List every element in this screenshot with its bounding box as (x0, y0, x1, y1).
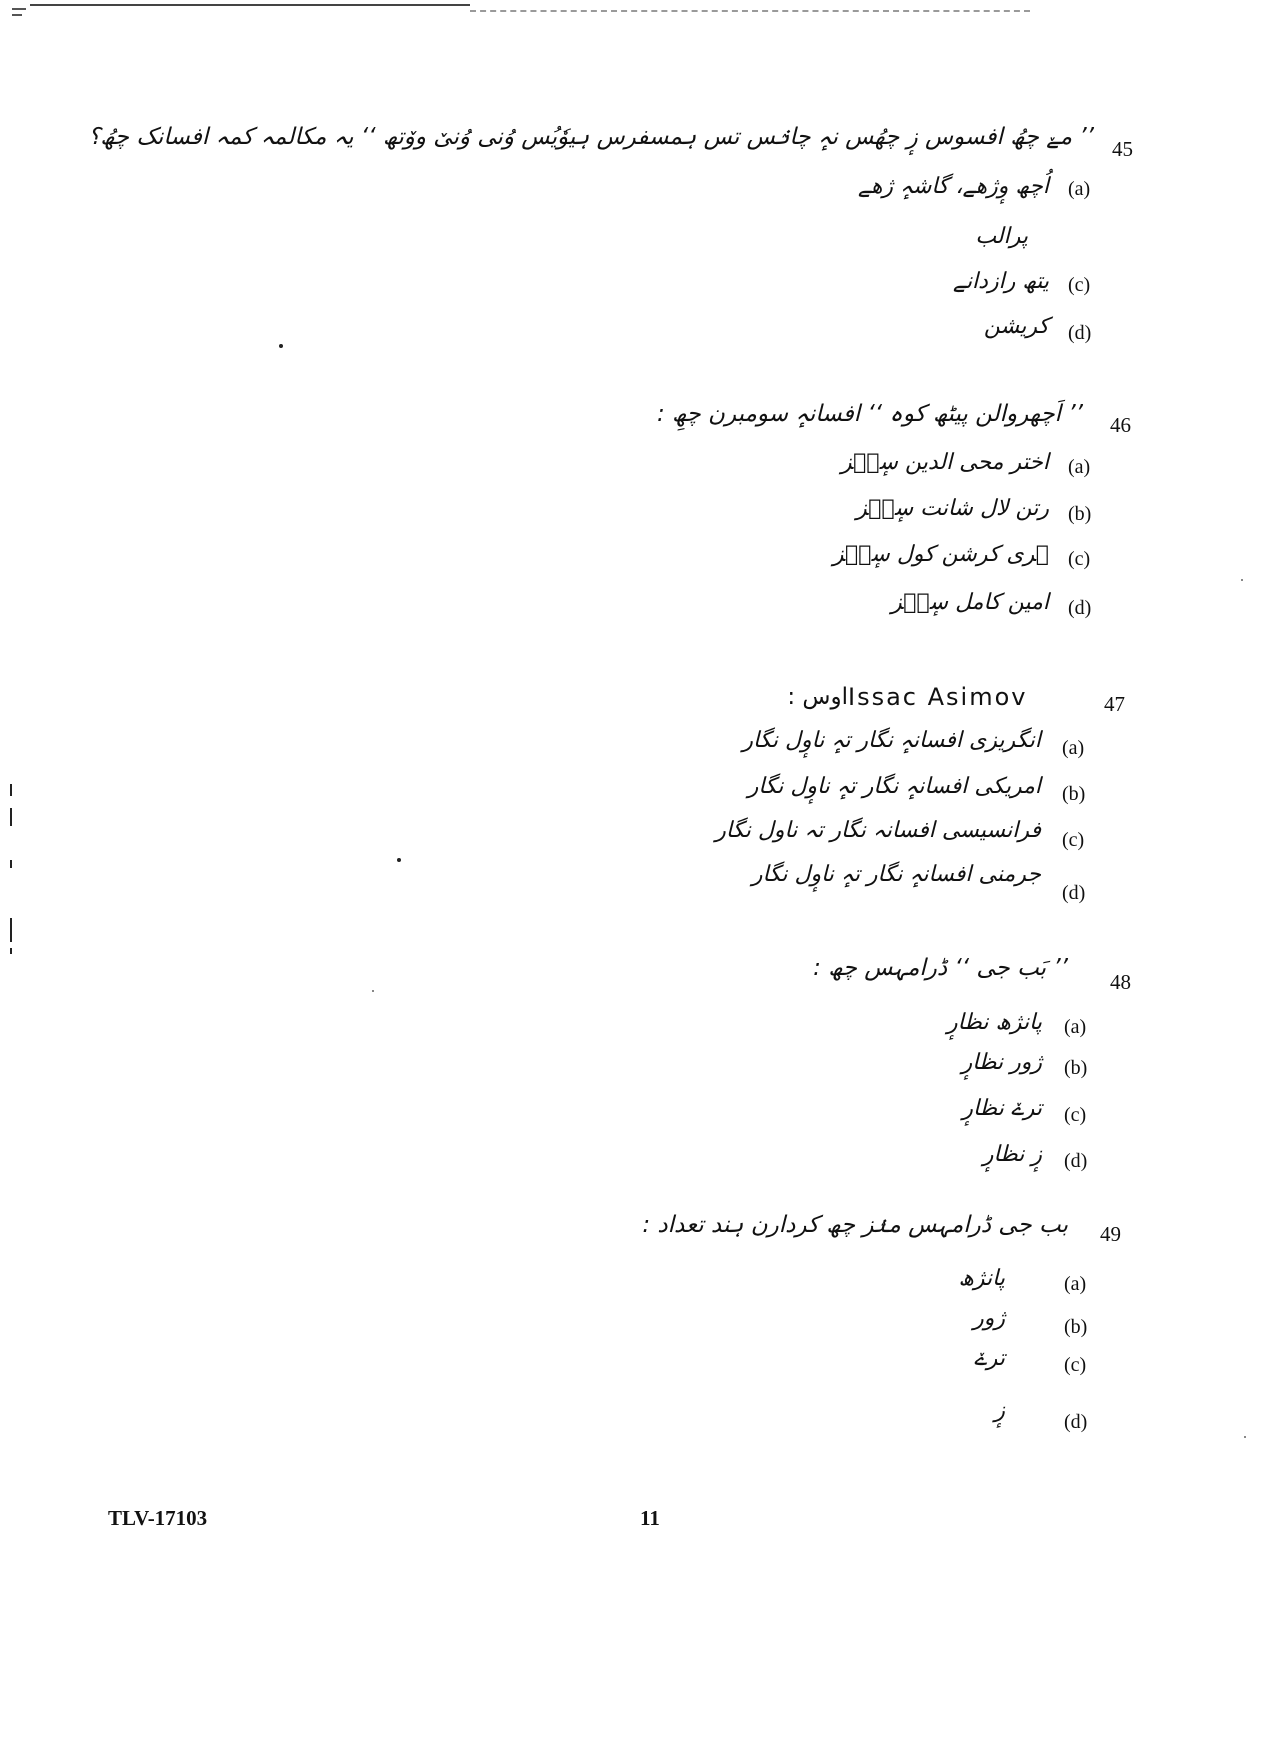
option-label: (d) (1064, 1411, 1088, 1433)
option-text: زٕ (994, 1398, 1005, 1423)
option-label: (a) (1068, 178, 1091, 200)
question-number: 46 (1110, 413, 1131, 437)
option-label: (b) (1064, 1316, 1088, 1338)
option-text: انگریزی افسانہٕ نگار تہٕ ناوٕل نگار (742, 728, 1041, 753)
margin-mark (10, 808, 12, 826)
option-text: ہری کرشن کول سٕنٛز (832, 542, 1049, 567)
question-number: 47 (1104, 692, 1125, 716)
option-text: ترےٚ نظارٕ (962, 1096, 1042, 1121)
option-text: ژور (973, 1306, 1005, 1331)
option-text: جرمنی افسانہٕ نگار تہٕ ناوٕل نگار (751, 862, 1041, 887)
question-stem: ’’ اَچھروالن پیٹھ کوہ ‘‘ افسانہٕ سومبرن چھِ : (656, 401, 1083, 427)
margin-mark (10, 784, 12, 796)
option-text: فرانسیسی افسانہ نگار تہ ناول نگار (715, 818, 1041, 843)
option-label: (a) (1064, 1273, 1087, 1295)
scan-dot (397, 858, 401, 862)
question-number: 48 (1110, 970, 1131, 994)
option-label: (a) (1064, 1016, 1087, 1038)
option-label: (d) (1068, 322, 1092, 344)
paper-code: TLV-17103 (108, 1506, 208, 1530)
question-stem: ’’ بَب جی ‘‘ ڈرامہس چھ : (813, 955, 1068, 981)
option-label: (c) (1068, 274, 1091, 296)
scan-mark (12, 14, 22, 16)
scan-speck (372, 990, 374, 992)
option-label: (b) (1064, 1057, 1088, 1079)
option-label: (a) (1068, 456, 1091, 478)
option-text: امریکی افسانہٕ نگار تہٕ ناوٕل نگار (747, 774, 1041, 799)
option-text: یتھ رازدانے (953, 269, 1049, 294)
option-label: (c) (1062, 829, 1085, 851)
question-stem-suffix: اوس : (787, 684, 848, 710)
question-number: 49 (1100, 1222, 1121, 1246)
option-text: پانژھ نظارٕ (947, 1010, 1042, 1035)
option-label: (b) (1068, 503, 1092, 525)
option-text: امین کامل سٕنٛز (891, 590, 1049, 615)
margin-mark (10, 918, 12, 942)
option-text: کریشن (983, 314, 1049, 339)
margin-mark (10, 948, 12, 954)
scan-mark (12, 8, 26, 10)
option-label: (d) (1064, 1150, 1088, 1172)
question-stem-latin: Issac Asimov (848, 683, 1028, 711)
margin-mark (10, 860, 12, 868)
option-text: پانژھ (958, 1266, 1005, 1291)
question-stem: بب جی ڈرامہس منٛز چھ کردارن ہند تعداد : (642, 1212, 1068, 1238)
option-text: اُچھ وٕژھے، گاشہٕ ژھے (857, 174, 1049, 199)
option-text: ژور نظارٕ (961, 1050, 1042, 1075)
top-rule (30, 4, 470, 6)
option-label: (c) (1064, 1354, 1087, 1376)
option-text: ترےٚ (973, 1346, 1005, 1371)
question-stem: ’’ مےٚ چھُ افسوس زٕ چھُس نہٕ چانٛس تس ہمسفرس ہیوٗیُس وُنی وُنیٚ ووٚتھ ‘‘ یہ مکالمہ کمہ افسانک چھُ؟ (88, 124, 1094, 150)
scan-speck (1241, 579, 1243, 581)
scan-dot (279, 344, 283, 348)
scan-speck (1244, 1436, 1246, 1438)
option-label: (b) (1062, 783, 1086, 805)
option-label: (a) (1062, 737, 1085, 759)
option-label: (c) (1068, 548, 1091, 570)
option-text: اختر محی الدین سٕنٛز (840, 450, 1049, 475)
option-label: (c) (1064, 1104, 1087, 1126)
question-number: 45 (1112, 137, 1133, 161)
option-label: (d) (1068, 597, 1092, 619)
page-number: 11 (640, 1506, 660, 1530)
option-text: زٕ نظارٕ (982, 1142, 1042, 1167)
option-text: رتن لال شانت سٕنٛز (856, 496, 1049, 521)
top-dashed-rule (470, 10, 1030, 12)
option-text: پرالب (975, 224, 1028, 249)
option-label: (d) (1062, 882, 1086, 904)
